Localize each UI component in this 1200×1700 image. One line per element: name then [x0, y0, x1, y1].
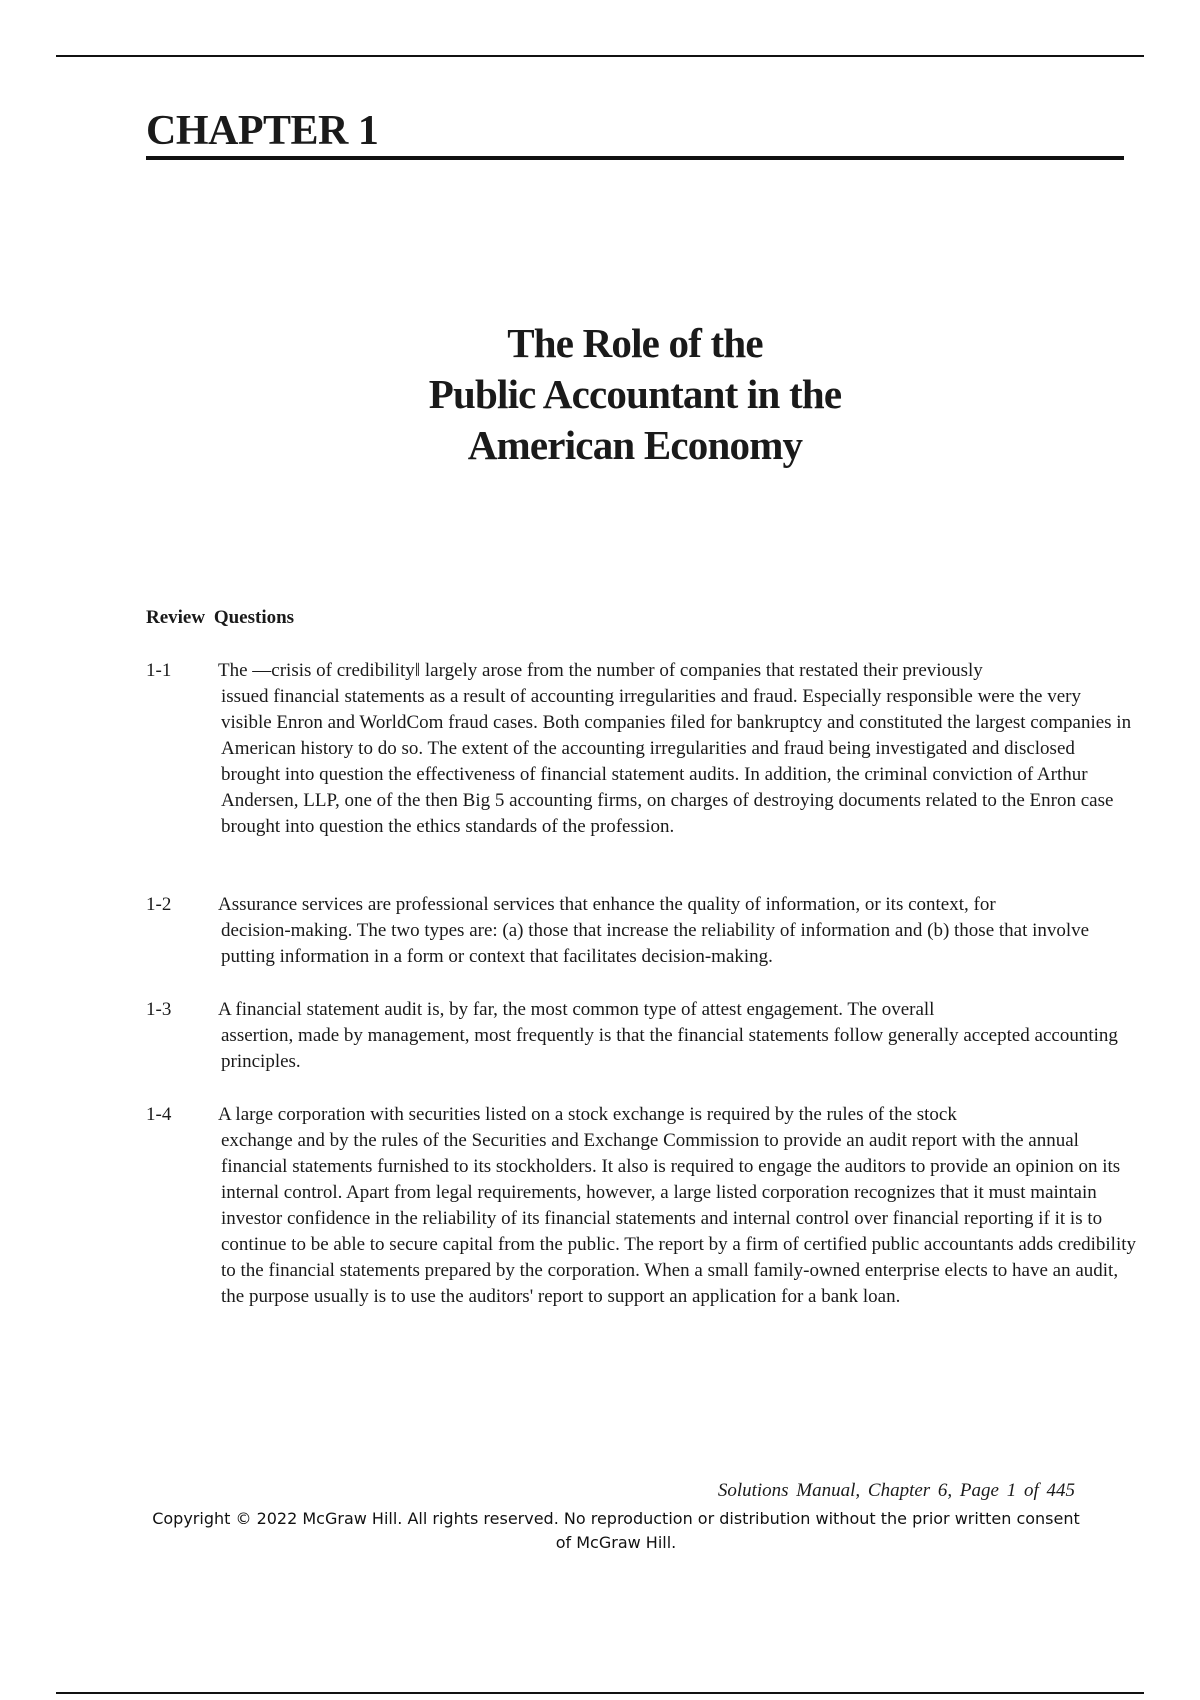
question-first-line: Assurance services are professional services that enhance the quality of information, or its context, for [218, 894, 996, 915]
chapter-title [146, 318, 1124, 471]
title-line: American Economy [467, 422, 803, 468]
top-rule [56, 55, 1144, 57]
question-item [146, 892, 1136, 970]
question-first-line: A large corporation with securities listed on a stock exchange is required by the rules of the stock [218, 1104, 957, 1125]
question-text: issued financial statements as a result of accounting irregularities and fraud. Especially responsible were the very visible Enron and WorldCom fraud cases. Both companies filed for bankruptcy and constituted the largest companies in American history to do so. The extent of the accounting irregularities and fraud being investigated and disclosed brought into question the effectiveness of financial statement audits. In addition, the criminal conviction of Arthur Andersen, LLP, one of the then Big 5 accounting firms, on charges of destroying documents related to the Enron case brought into question the ethics standards of the profession. [221, 686, 1132, 837]
question-number: 1-4 [146, 1104, 172, 1125]
page-footer-label: Solutions Manual, Chapter 6, Page 1 of 445 [717, 1480, 1075, 1501]
title-line: The Role of the [507, 320, 763, 366]
section-heading: Review Questions [146, 607, 295, 628]
bottom-rule [56, 1692, 1144, 1694]
copyright-notice: Copyright © 2022 McGraw Hill. All rights reserved. No reproduction or distribution without the prior written consent of McGraw Hill. [152, 1509, 1080, 1552]
question-number: 1-3 [146, 999, 172, 1020]
question-number: 1-2 [146, 894, 172, 915]
question-first-line: The —crisis of credibility‖ largely arose from the number of companies that restated their previously [218, 660, 983, 681]
question-text: assertion, made by management, most frequently is that the financial statements follow generally accepted accounting principles. [221, 1025, 1118, 1072]
question-number: 1-1 [146, 660, 172, 681]
question-item [146, 1102, 1136, 1310]
question-item [146, 997, 1136, 1075]
question-text: decision-making. The two types are: (a) those that increase the reliability of information and (b) those that involve putting information in a form or context that facilitates decision-making. [221, 920, 1090, 967]
question-first-line: A financial statement audit is, by far, the most common type of attest engagement. The overall [218, 999, 935, 1020]
question-item [146, 658, 1136, 840]
question-text: exchange and by the rules of the Securities and Exchange Commission to provide an audit report with the annual financial statements furnished to its stockholders. It also is required to engage the auditors to provide an opinion on its internal control. Apart from legal requirements, however, a large listed corporation recognizes that it must maintain investor confidence in the reliability of its financial statements and internal control over financial reporting if it is to continue to be able to secure capital from the public. The report by a firm of certified public accountants adds credibility to the financial statements prepared by the corporation. When a small family-owned enterprise elects to have an audit, the purpose usually is to use the auditors' report to support an application for a bank loan. [221, 1130, 1137, 1307]
chapter-heading: CHAPTER 1 [146, 108, 1124, 160]
title-line: Public Accountant in the [428, 371, 842, 417]
